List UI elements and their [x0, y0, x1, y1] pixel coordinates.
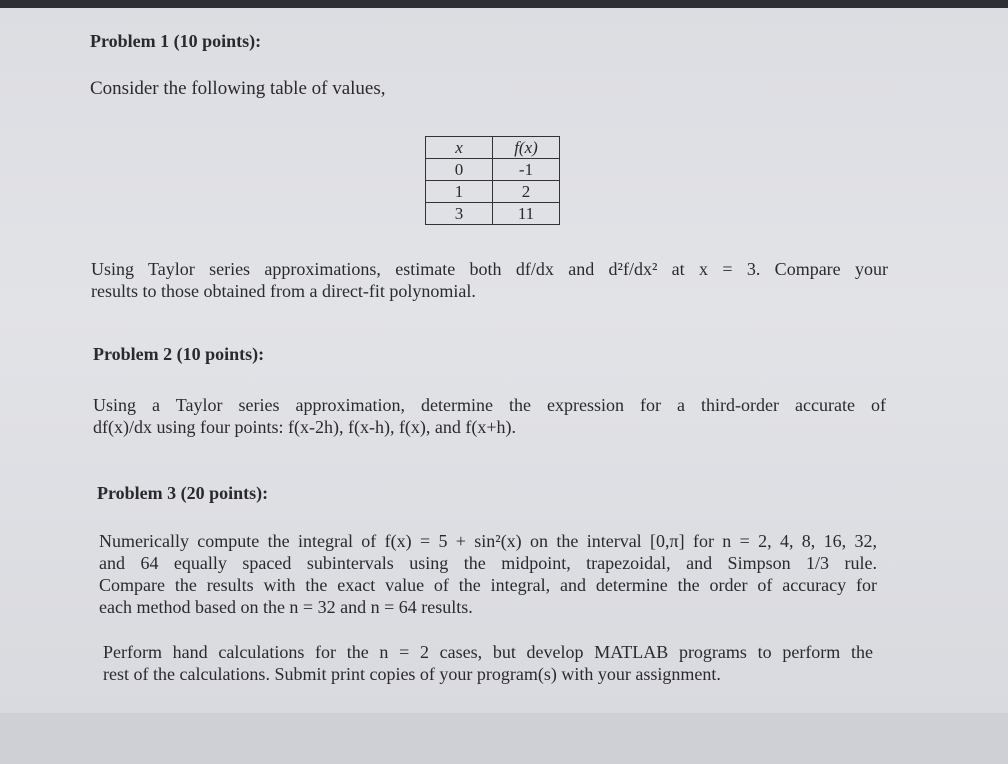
problem2-body-line1: Using a Taylor series approximation, determine the expression for a third-order accurate of — [93, 395, 886, 415]
table-cell: -1 — [493, 159, 560, 181]
page-bottom-margin — [0, 713, 1008, 764]
table-header-fx: f(x) — [493, 137, 560, 159]
problem1-heading: Problem 1 (10 points): — [90, 31, 262, 51]
table-row — [426, 159, 560, 181]
table-header-x: x — [426, 137, 493, 159]
problem1-body-line2: results to those obtained from a direct-fit polynomial. — [91, 281, 476, 301]
problem3-heading: Problem 3 (20 points): — [97, 483, 269, 503]
table-header-row — [426, 137, 560, 159]
problem3-para2-line1: Perform hand calculations for the n = 2 cases, but develop MATLAB programs to perform the — [103, 642, 873, 662]
table-cell: 0 — [426, 159, 493, 181]
table-cell: 1 — [426, 181, 493, 203]
table-cell: 3 — [426, 203, 493, 225]
table-row — [426, 203, 560, 225]
document-page — [0, 8, 1008, 756]
problem3-para1-line1: Numerically compute the integral of f(x) = 5 + sin²(x) on the interval [0,π] for n = 2, 4, 8, 16, 32, — [99, 531, 877, 551]
problem2-heading: Problem 2 (10 points): — [93, 344, 265, 364]
problem1-intro: Consider the following table of values, — [90, 78, 386, 99]
values-table — [425, 136, 560, 225]
problem2-body-line2: df(x)/dx using four points: f(x-2h), f(x-h), f(x), and f(x+h). — [93, 417, 517, 437]
problem3-para1-line4: each method based on the n = 32 and n = 64 results. — [99, 597, 473, 617]
problem3-para1-line2: and 64 equally spaced subintervals using the midpoint, trapezoidal, and Simpson 1/3 rule. — [99, 553, 877, 573]
table-cell: 11 — [493, 203, 560, 225]
table-row — [426, 181, 560, 203]
problem3-para2-line2: rest of the calculations. Submit print copies of your program(s) with your assignment. — [103, 664, 721, 684]
problem1-body-line1: Using Taylor series approximations, estimate both df/dx and d²f/dx² at x = 3. Compare your — [91, 259, 888, 279]
table-cell: 2 — [493, 181, 560, 203]
problem3-para1-line3: Compare the results with the exact value of the integral, and determine the order of accuracy for — [99, 575, 877, 595]
